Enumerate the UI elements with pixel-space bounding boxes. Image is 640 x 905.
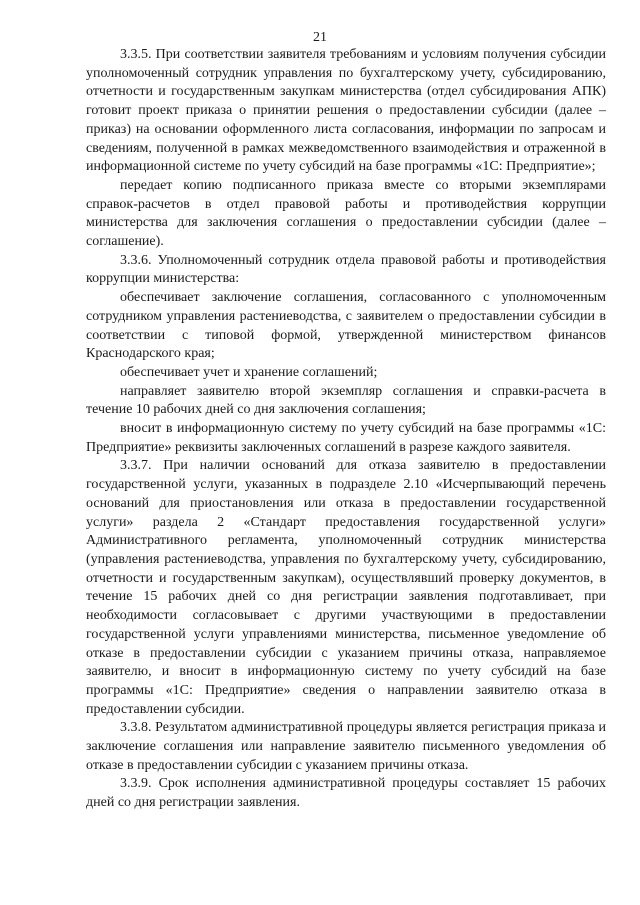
paragraph-conclusion-of-agreement: обеспечивает заключение соглашения, согласованного с уполномоченным сотрудником управления растениеводства, с заявителем о предоставлении субсидии в соответствии с типовой формой, утвержденной министерством финансов Краснодарского края; [86,290,606,362]
paragraph-enter-agreement-details: вносит в информационную систему по учету субсидий на базе программы «1С: Предприятие» реквизиты заключенных соглашений в разрезе каждого заявителя. [86,421,606,455]
paragraph-3-3-5: 3.3.5. При соответствии заявителя требованиям и условиям получения субсидии уполномоченный сотрудник управления по бухгалтерскому учету, субсидированию, отчетности и государственным закупкам министерства (отдел субсидирования АПК) готовит проект приказа о принятии решения о предоставлении субсидии (далее – приказ) на основании оформленного листа согласования, информации по запросам и сведениям, полученной в рамках межведомственного взаимодействия и отраженной в информационной системе по учету субсидий на базе программы «1С: Предприятие»; [86,47,606,175]
paragraph-agreement-storage: обеспечивает учет и хранение соглашений; [120,364,378,380]
paragraph-3-3-9: 3.3.9. Срок исполнения административной процедуры составляет 15 рабочих дней со дня регистрации заявления. [86,776,606,811]
page-number: 21 [313,30,327,45]
paragraph-send-agreement-copy: направляет заявителю второй экземпляр соглашения и справки-расчета в течение 10 рабочих дней со дня заключения соглашения; [86,383,606,418]
paragraph-3-3-8: 3.3.8. Результатом административной процедуры является регистрация приказа и заключение соглашения или направление заявителю письменного уведомления об отказе в предоставлении субсидии с указанием причины отказа. [86,720,606,773]
paragraph-transfer-order-copy: передает копию подписанного приказа вместе со вторыми экземплярами справок-расчетов в отдел правовой работы и противодействия коррупции министерства для заключения соглашения о предоставлении субсидии (далее – соглашение). [86,177,606,250]
paragraph-3-3-6: 3.3.6. Уполномоченный сотрудник отдела правовой работы и противодействия коррупции министерства: [86,252,606,287]
document-body [86,46,606,813]
paragraph-3-3-7: 3.3.7. При наличии оснований для отказа заявителю в предоставлении государственной услуги, указанных в подразделе 2.10 «Исчерпывающий перечень оснований для приостановления или отказа в предоставлении государственной услуги» раздела 2 «Стандарт предоставления государственной услуги» Административного регламента, уполномоченный сотрудник министерства (управления растениеводства, управления по бухгалтерскому учету, субсидированию, отчетности и государственным закупкам), осуществлявший проверку документов, в течение 15 рабочих дней со дня регистрации заявления подготавливает, при необходимости согласовывает с другими участвующими в предоставлении государственной услуги управлениями министерства, письменное уведомление об отказе в предоставлении субсидии с указанием причины отказа, направляемое заявителю, и вносит в информационную систему по учету субсидий на базе программы «1С: Предприятие» сведения о направлении заявителю отказа в предоставлении субсидии. [86,458,606,717]
